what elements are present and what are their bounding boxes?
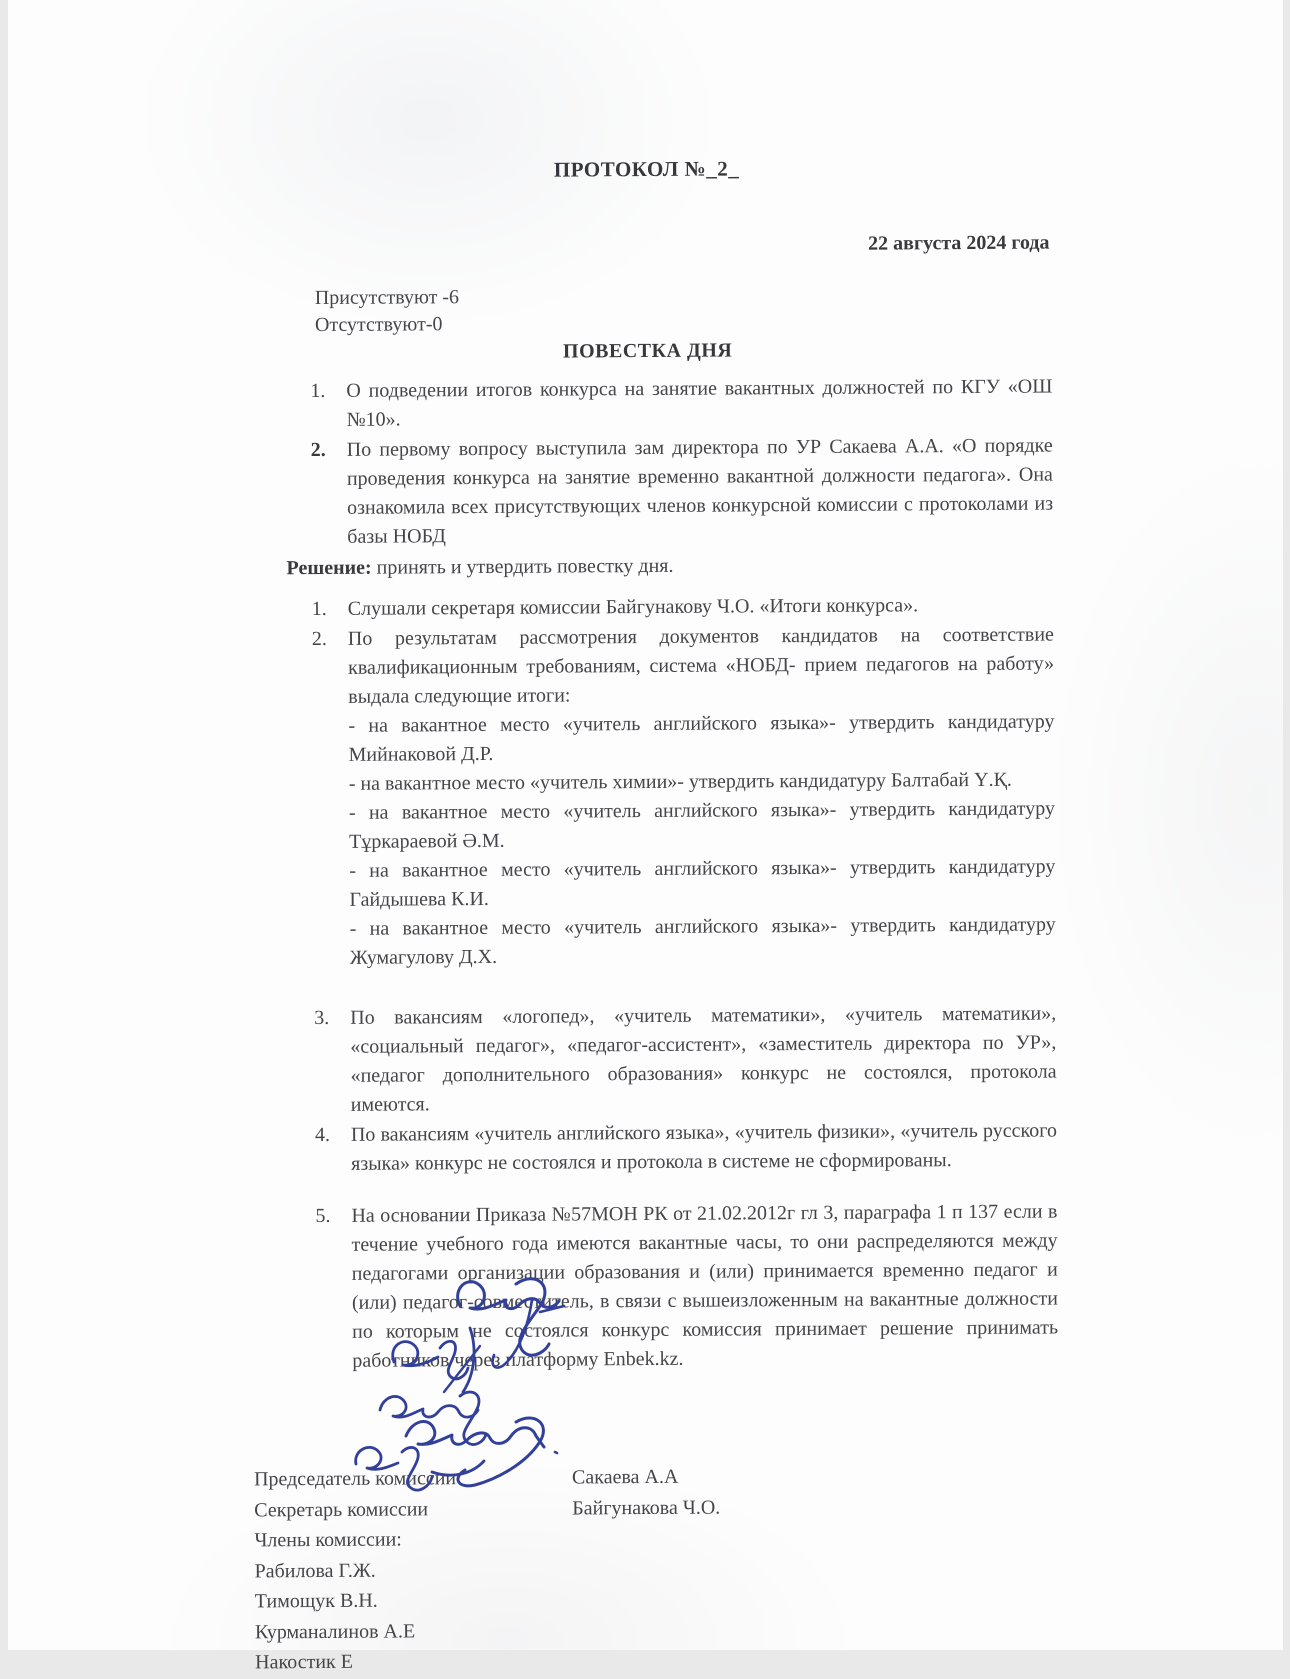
decision-line <box>286 550 1056 584</box>
signature-person: Байгунакова Ч.О. <box>571 1496 720 1519</box>
vacancy-result-line: - на вакантное место «учитель английского языка»- утвердить кандидатуру Мийнаковой Д.Р. <box>347 710 1054 766</box>
page-title: ПРОТОКОЛ №_2_ <box>553 156 739 182</box>
agenda-item <box>310 373 1052 436</box>
agenda-list <box>310 373 1053 553</box>
signature-row <box>254 1521 1054 1556</box>
signature-person: Сакаева А.А <box>571 1465 678 1489</box>
decision-text: принять и утвердить повестку дня. <box>376 554 674 579</box>
present-count: Присутствуют -6 <box>314 286 459 310</box>
spacer <box>313 970 1055 1005</box>
agenda-item-number: 1. <box>309 379 325 403</box>
document-date: 22 августа 2024 года <box>867 231 1050 255</box>
signature-row <box>254 1490 1054 1525</box>
agenda-item <box>310 432 1053 553</box>
decision-label: Решение: <box>285 556 372 580</box>
signature-row <box>254 1551 1054 1586</box>
decision-item-text: По вакансиям «учитель английского языка», «учитель физики», «учитель русского языка» конкурс не состоялся и протокола в системе не сформированы. <box>350 1119 1057 1175</box>
decision-list <box>311 591 1058 1377</box>
vacancy-result-line: - на вакантное место «учитель химии»- утвердить кандидатуру Балтабай Ү.Қ. <box>348 768 1012 795</box>
decision-item-number: 3. <box>313 1006 329 1030</box>
decision-item-text: На основании Приказа №57МОН РК от 21.02.2012г гл 3, параграфа 1 п 137 если в течение учебного года имеются вакантные часы, то они распределяются между педагогами организации образования и (или) принимается временно педагог и (или) педагог-совместитель, в связи с вышеизложенным на вакантные должности по которым не состоялся конкурс комиссия принимает решение принимать работников через платформу Enbek.kz. <box>350 1200 1058 1372</box>
absent-count: Отсутствуют-0 <box>314 313 443 337</box>
agenda-item-text: О подведении итогов конкурса на занятие вакантных должностей по КГУ «ОШ №10». <box>345 375 1052 431</box>
vacancy-result-line: - на вакантное место «учитель английского языка»- утвердить кандидатуру Жумагулову Д.Х. <box>349 913 1056 969</box>
vacancy-result-line: - на вакантное место «учитель английского языка»- утвердить кандидатуру Гайдышева К.И. <box>348 855 1055 911</box>
decision-item-text: Слушали секретаря комиссии Байгунакову Ч.О. «Итоги конкурса». <box>347 594 918 620</box>
decision-item-number: 4. <box>314 1123 330 1147</box>
signature-row <box>254 1582 1054 1617</box>
signature-row <box>253 1460 1053 1495</box>
signature-person: Тимощук В.Н. <box>254 1589 378 1613</box>
vacancy-result-line: - на вакантное место «учитель английского языка»- утвердить кандидатуру Тұркараевой Ә.М. <box>348 797 1055 853</box>
decision-item-number: 2. <box>311 627 327 651</box>
decision-item-text <box>347 621 1055 973</box>
signature-person: Накостик Е <box>254 1650 353 1674</box>
decision-item <box>314 1000 1057 1121</box>
decision-item-text: По вакансиям «логопед», «учитель математики», «учитель математики», «социальный педагог», «педагог-ассистент», «заместитель директора по УР», «педагог дополнительного образования» конкурс не состоялся, протокола имеются. <box>349 1002 1057 1116</box>
decision-item-number: 1. <box>311 597 327 621</box>
signature-role: Члены комиссии: <box>253 1528 402 1552</box>
signature-role: Секретарь комиссии <box>253 1497 428 1521</box>
agenda-heading: ПОВЕСТКА ДНЯ <box>562 339 732 363</box>
signature-block <box>253 1460 1054 1678</box>
signature-row <box>255 1643 1055 1678</box>
signature-person: Рабилова Г.Ж. <box>254 1559 376 1582</box>
decision-item-text-main: По результатам рассмотрения документов кандидатов на соответствие квалификационным требованиям, система «НОБД- прием педагогов на работу» выдала следующие итоги: <box>347 623 1054 708</box>
agenda-item-text: По первому вопросу выступила зам директора по УР Сакаева А.А. «О порядке проведения конкурса на занятие временно вакантной должности педагога». Она ознакомила всех присутствующих членов конкурсной комиссии с протоколами из базы НОБД <box>346 434 1053 548</box>
signature-row <box>254 1612 1054 1647</box>
document-content <box>8 0 1290 1679</box>
signature-person: Курманалинов А.Е <box>254 1619 415 1643</box>
decision-item <box>315 1198 1058 1377</box>
decision-item <box>311 621 1055 974</box>
agenda-item-number: 2. <box>310 438 326 462</box>
scanned-protocol-page <box>8 0 1283 1674</box>
signature-role: Председатель комиссии <box>253 1467 456 1491</box>
decision-item <box>314 1117 1056 1180</box>
decision-item <box>311 591 1053 625</box>
decision-item-number: 5. <box>314 1204 330 1228</box>
